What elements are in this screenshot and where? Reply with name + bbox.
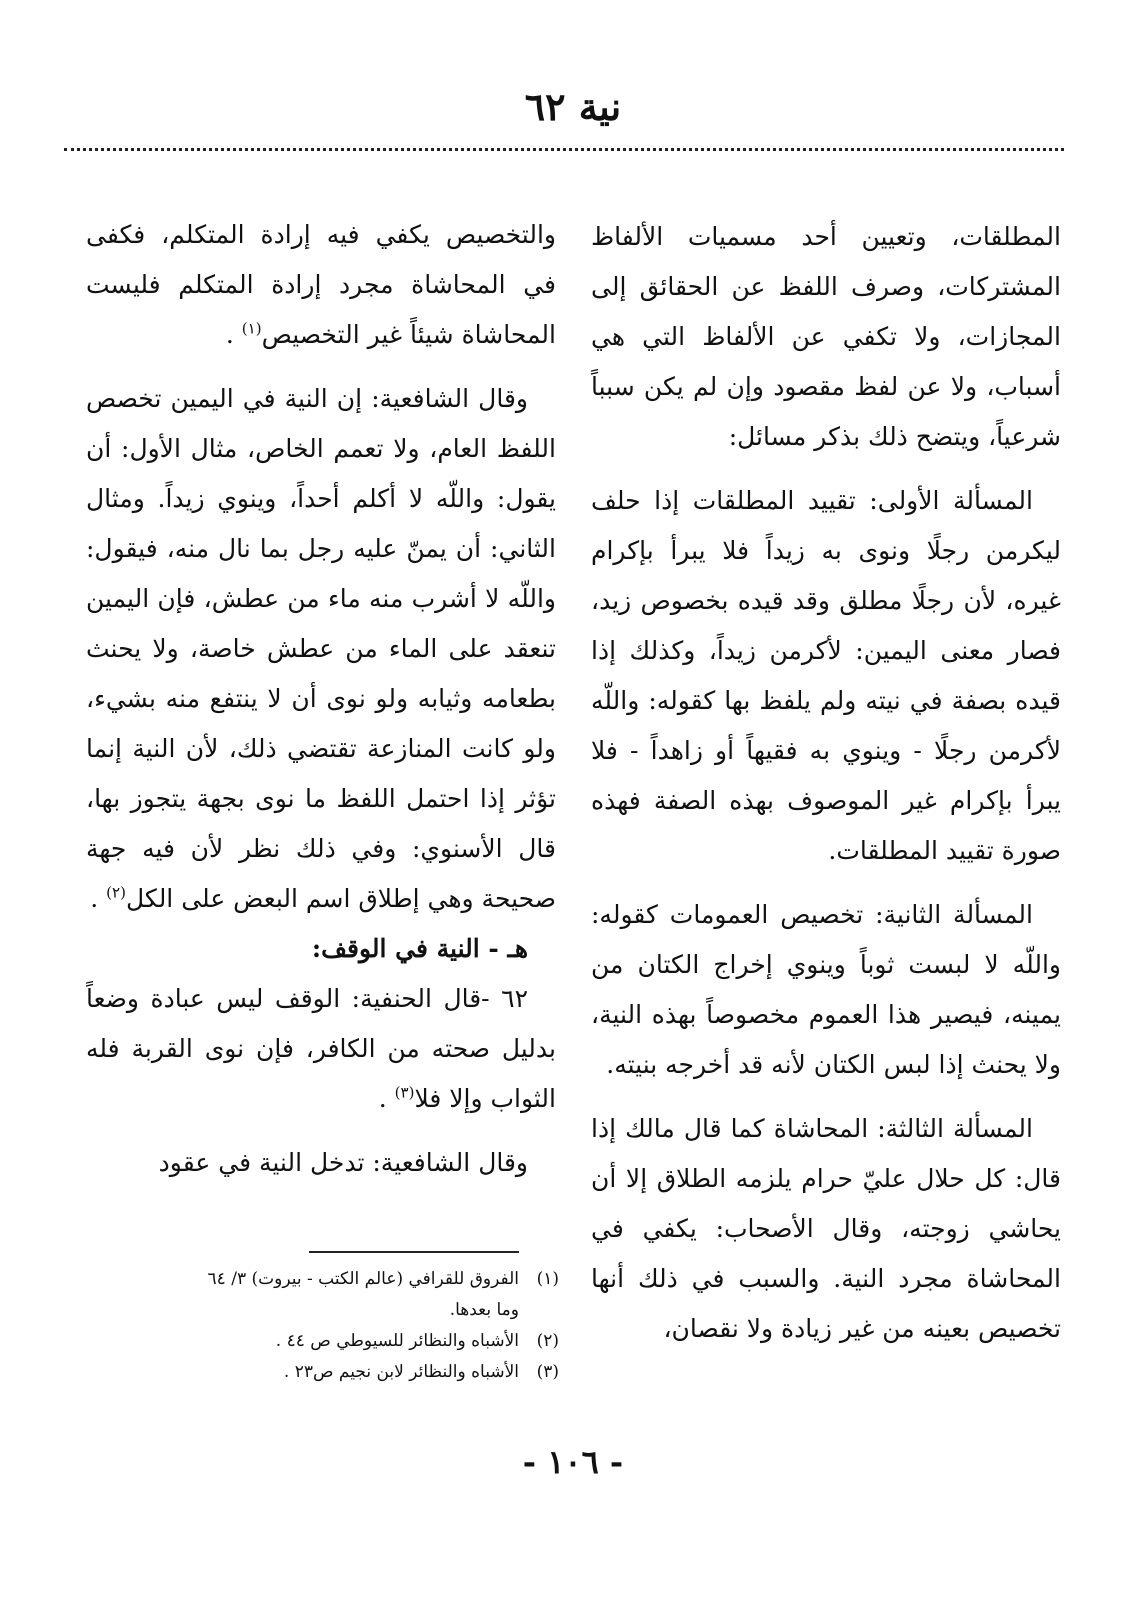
page-number: - ١٠٦ - <box>522 1443 624 1481</box>
left-paragraph-3-end: . <box>378 1084 387 1113</box>
right-column <box>591 212 1061 1354</box>
footnote-3 <box>89 1357 559 1388</box>
footnote-separator <box>309 1251 519 1253</box>
left-paragraph-3 <box>86 974 556 1124</box>
right-paragraph-1: المطلقات، وتعيين أحد مسميات الألفاظ المشتركات، وصرف اللفظ عن الحقائق إلى المجازات، ولا تكفي عن الألفاظ التي هي أسباب، ولا عن لفظ مقصود وإن لم يكن سبباً شرعياً، ويتضح ذلك بذكر مسائل: <box>591 222 1061 451</box>
section-heading: هـ - النية في الوقف: <box>311 934 528 963</box>
page-header-title: نية ٦٢ <box>524 84 622 129</box>
left-paragraph-2-end: . <box>90 884 99 913</box>
footnote-1-continuation: وما بعدها. <box>449 1300 519 1320</box>
footnote-3-text: الأشباه والنظائر لابن نجيم ص٢٣ . <box>283 1362 519 1382</box>
right-paragraph-2: المسألة الأولى: تقييد المطلقات إذا حلف ليكرمن رجلًا ونوى به زيداً فلا يبرأ بإكرام غيره، لأن رجلًا مطلق وقد قيده بخصوص زيد، فصار معنى اليمين: لأكرمن زيداً، وكذلك إذا قيده بصفة في نيته ولم يلفظ بها كقوله: واللّه لأكرمن رجلًا - وينوي به فقيهاً أو زاهداً - فلا يبرأ بإكرام غير الموصوف بهذه الصفة فهذه صورة تقييد المطلقات. <box>591 486 1061 865</box>
footnote-ref-1: (١) <box>241 319 262 338</box>
left-paragraph-2 <box>86 374 556 924</box>
header-dotted-rule <box>64 148 1064 151</box>
footnote-ref-2: (٢) <box>106 883 126 902</box>
footnote-2-text: الأشباه والنظائر للسيوطي ص ٤٤ . <box>275 1331 519 1351</box>
footnote-1-text: الفروق للقرافي (عالم الكتب - بيروت) ٣/ ٦٤ <box>207 1269 519 1289</box>
footnote-2 <box>89 1326 559 1357</box>
footnotes <box>89 1264 559 1388</box>
left-paragraph-1-end: . <box>225 320 234 349</box>
left-paragraph-1-text: والتخصيص يكفي فيه إرادة المتكلم، فكفى في المحاشاة مجرد إرادة المتكلم فليست المحاشاة شيئاً غير التخصيص <box>86 220 556 349</box>
left-paragraph-4: وقال الشافعية: تدخل النية في عقود <box>158 1148 528 1177</box>
footnote-1 <box>89 1264 559 1295</box>
right-paragraph-3: المسألة الثانية: تخصيص العمومات كقوله: واللّه لا لبست ثوباً وينوي إخراج الكتان من يمينه، فيصير هذا العموم مخصوصاً بهذه النية، ولا يحنث إذا لبس الكتان لأنه قد أخرجه بنيته. <box>591 900 1061 1079</box>
left-paragraph-1 <box>86 210 556 360</box>
right-paragraph-4: المسألة الثالثة: المحاشاة كما قال مالك إذا قال: كل حلال عليّ حرام يلزمه الطلاق إلا أن يحاشي زوجته، وقال الأصحاب: يكفي في المحاشاة مجرد النية. والسبب في ذلك أنها تخصيص بعينه من غير زيادة ولا نقصان، <box>591 1114 1061 1343</box>
footnote-3-number: (٣) <box>536 1362 559 1382</box>
footnote-1-number: (١) <box>536 1269 559 1289</box>
footnote-2-number: (٢) <box>536 1331 559 1351</box>
left-column <box>86 210 556 1188</box>
footnote-ref-3: (٣) <box>394 1083 415 1102</box>
left-paragraph-2-text: وقال الشافعية: إن النية في اليمين تخصص اللفظ العام، ولا تعمم الخاص، مثال الأول: أن يقول: واللّه لا أكلم أحداً، وينوي زيداً. ومثال الثاني: أن يمنّ عليه رجل بما نال منه، فيقول: واللّه لا أشرب منه ماء من عطش، فإن اليمين تنعقد على الماء من عطش خاصة، ولا يحنث بطعامه وثيابه ولو نوى أن لا ينتفع منه بشيء، ولو كانت المنازعة تقتضي ذلك، لأن النية إنما تؤثر إذا احتمل اللفظ ما نوى بجهة يتجوز بها، قال الأسنوي: وفي ذلك نظر لأن فيه جهة صحيحة وهي إطلاق اسم البعض على الكل <box>86 384 556 913</box>
left-paragraph-3-text: ٦٢ -قال الحنفية: الوقف ليس عبادة وضعاً بدليل صحته من الكافر، فإن نوى القربة فله الثواب وإلا فلا <box>86 984 556 1113</box>
